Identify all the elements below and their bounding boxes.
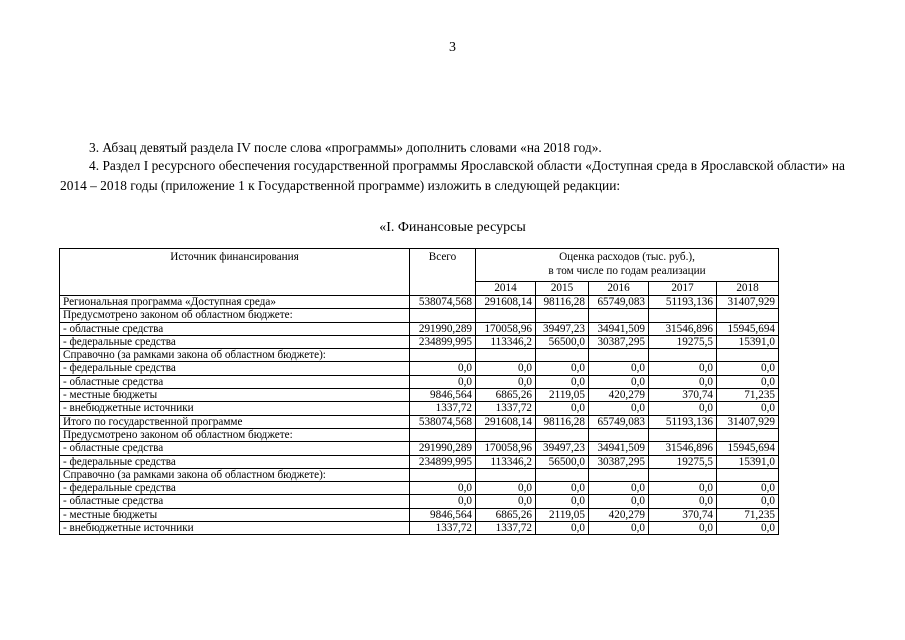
cell-year-value: 170058,96 — [476, 442, 536, 455]
cell-year-value — [649, 349, 717, 362]
cell-year-value: 1337,72 — [476, 522, 536, 535]
table-row — [60, 522, 779, 535]
cell-year-value: 0,0 — [649, 495, 717, 508]
cell-year-value: 420,279 — [589, 508, 649, 521]
table-row — [60, 495, 779, 508]
header-estimate — [476, 249, 779, 282]
cell-year-value: 0,0 — [476, 482, 536, 495]
cell-total: 0,0 — [410, 495, 476, 508]
header-estimate-line2: в том числе по годам реализации — [548, 264, 706, 277]
cell-year-value: 31407,929 — [717, 296, 779, 309]
row-label: - областные средства — [60, 375, 410, 388]
cell-year-value: 0,0 — [717, 375, 779, 388]
row-label: Предусмотрено законом об областном бюджете: — [60, 309, 410, 322]
row-label: - внебюджетные источники — [60, 522, 410, 535]
cell-year-value: 0,0 — [649, 482, 717, 495]
cell-total: 1337,72 — [410, 522, 476, 535]
cell-year-value: 98116,28 — [536, 296, 589, 309]
header-year: 2016 — [589, 282, 649, 296]
cell-year-value: 39497,23 — [536, 442, 589, 455]
table-row — [60, 442, 779, 455]
table-row — [60, 322, 779, 335]
cell-year-value — [476, 309, 536, 322]
table-row — [60, 375, 779, 388]
cell-year-value: 51193,136 — [649, 415, 717, 428]
cell-year-value: 15945,694 — [717, 322, 779, 335]
cell-year-value — [649, 428, 717, 441]
cell-year-value: 30387,295 — [589, 455, 649, 468]
cell-year-value — [589, 309, 649, 322]
cell-total: 234899,995 — [410, 335, 476, 348]
cell-year-value: 31407,929 — [717, 415, 779, 428]
paragraph-item-3: 3. Абзац девятый раздела IV после слова «программы» дополнить словами «на 2018 год». — [89, 140, 602, 155]
cell-year-value: 0,0 — [536, 495, 589, 508]
cell-year-value — [476, 428, 536, 441]
cell-year-value: 0,0 — [589, 362, 649, 375]
cell-year-value: 56500,0 — [536, 335, 589, 348]
cell-year-value: 0,0 — [536, 375, 589, 388]
cell-year-value: 31546,896 — [649, 442, 717, 455]
cell-year-value — [476, 468, 536, 481]
row-label: - областные средства — [60, 442, 410, 455]
cell-year-value: 0,0 — [649, 375, 717, 388]
row-label: - федеральные средства — [60, 362, 410, 375]
cell-year-value: 0,0 — [589, 375, 649, 388]
header-estimate-line1: Оценка расходов (тыс. руб.), — [559, 251, 695, 263]
cell-year-value: 0,0 — [589, 482, 649, 495]
cell-year-value: 30387,295 — [589, 335, 649, 348]
cell-year-value — [536, 309, 589, 322]
cell-year-value: 0,0 — [717, 495, 779, 508]
table-row — [60, 415, 779, 428]
cell-year-value: 113346,2 — [476, 455, 536, 468]
row-label: - внебюджетные источники — [60, 402, 410, 415]
cell-total: 234899,995 — [410, 455, 476, 468]
table-row — [60, 296, 779, 309]
row-label: - федеральные средства — [60, 482, 410, 495]
table-row — [60, 362, 779, 375]
cell-year-value: 370,74 — [649, 389, 717, 402]
cell-year-value: 6865,26 — [476, 389, 536, 402]
header-year: 2014 — [476, 282, 536, 296]
row-label: Справочно (за рамками закона об областном бюджете): — [60, 349, 410, 362]
cell-year-value: 113346,2 — [476, 335, 536, 348]
cell-year-value: 0,0 — [536, 362, 589, 375]
cell-year-value — [649, 468, 717, 481]
cell-year-value: 71,235 — [717, 508, 779, 521]
cell-year-value: 0,0 — [536, 402, 589, 415]
cell-year-value — [476, 349, 536, 362]
cell-total — [410, 428, 476, 441]
cell-year-value: 98116,28 — [536, 415, 589, 428]
cell-year-value: 170058,96 — [476, 322, 536, 335]
cell-year-value: 0,0 — [589, 522, 649, 535]
page-number: 3 — [449, 40, 456, 55]
table-row — [60, 468, 779, 481]
table-row — [60, 349, 779, 362]
table-row — [60, 455, 779, 468]
table-header-row — [60, 249, 779, 282]
cell-year-value: 56500,0 — [536, 455, 589, 468]
row-label: - местные бюджеты — [60, 389, 410, 402]
cell-year-value: 2119,05 — [536, 389, 589, 402]
cell-year-value — [589, 349, 649, 362]
cell-year-value — [589, 428, 649, 441]
cell-total: 0,0 — [410, 375, 476, 388]
cell-year-value — [717, 428, 779, 441]
table-row — [60, 508, 779, 521]
cell-year-value — [717, 468, 779, 481]
cell-year-value: 0,0 — [717, 362, 779, 375]
cell-year-value — [717, 309, 779, 322]
financial-resources-table — [59, 248, 779, 535]
header-source: Источник финансирования — [60, 249, 410, 296]
cell-year-value — [649, 309, 717, 322]
table-row — [60, 428, 779, 441]
cell-year-value: 6865,26 — [476, 508, 536, 521]
cell-year-value: 0,0 — [476, 495, 536, 508]
table-row — [60, 482, 779, 495]
cell-total: 9846,564 — [410, 508, 476, 521]
header-total: Всего — [410, 249, 476, 296]
cell-year-value: 370,74 — [649, 508, 717, 521]
row-label: - областные средства — [60, 322, 410, 335]
cell-total: 291990,289 — [410, 442, 476, 455]
cell-year-value: 0,0 — [649, 402, 717, 415]
cell-year-value: 0,0 — [589, 402, 649, 415]
cell-year-value: 0,0 — [649, 362, 717, 375]
cell-total — [410, 309, 476, 322]
cell-total — [410, 468, 476, 481]
header-year: 2018 — [717, 282, 779, 296]
cell-year-value — [717, 349, 779, 362]
cell-year-value: 0,0 — [649, 522, 717, 535]
cell-year-value: 0,0 — [717, 482, 779, 495]
cell-total: 538074,568 — [410, 296, 476, 309]
row-label: Справочно (за рамками закона об областном бюджете): — [60, 468, 410, 481]
table-row — [60, 389, 779, 402]
cell-year-value — [536, 428, 589, 441]
cell-year-value: 0,0 — [536, 482, 589, 495]
cell-year-value: 34941,509 — [589, 322, 649, 335]
row-label: Итого по государственной программе — [60, 415, 410, 428]
cell-year-value: 0,0 — [476, 362, 536, 375]
header-year: 2017 — [649, 282, 717, 296]
cell-year-value — [589, 468, 649, 481]
cell-year-value — [536, 468, 589, 481]
cell-year-value: 71,235 — [717, 389, 779, 402]
cell-year-value: 420,279 — [589, 389, 649, 402]
cell-total: 1337,72 — [410, 402, 476, 415]
cell-total: 0,0 — [410, 482, 476, 495]
cell-total: 291990,289 — [410, 322, 476, 335]
cell-year-value: 2119,05 — [536, 508, 589, 521]
cell-year-value: 15391,0 — [717, 335, 779, 348]
table-row — [60, 402, 779, 415]
cell-year-value: 19275,5 — [649, 455, 717, 468]
cell-year-value: 65749,083 — [589, 415, 649, 428]
cell-total: 538074,568 — [410, 415, 476, 428]
row-label: Региональная программа «Доступная среда» — [60, 296, 410, 309]
cell-year-value: 31546,896 — [649, 322, 717, 335]
cell-year-value — [536, 349, 589, 362]
cell-year-value: 39497,23 — [536, 322, 589, 335]
cell-year-value: 291608,14 — [476, 415, 536, 428]
cell-year-value: 34941,509 — [589, 442, 649, 455]
table-row — [60, 335, 779, 348]
cell-total: 9846,564 — [410, 389, 476, 402]
cell-year-value: 1337,72 — [476, 402, 536, 415]
cell-year-value: 51193,136 — [649, 296, 717, 309]
table-row — [60, 309, 779, 322]
cell-year-value: 65749,083 — [589, 296, 649, 309]
row-label: - местные бюджеты — [60, 508, 410, 521]
table-title: «I. Финансовые ресурсы — [379, 220, 526, 235]
cell-year-value: 15945,694 — [717, 442, 779, 455]
cell-year-value: 19275,5 — [649, 335, 717, 348]
row-label: - областные средства — [60, 495, 410, 508]
cell-year-value: 0,0 — [476, 375, 536, 388]
paragraph-item-4: 4. Раздел I ресурсного обеспечения государственной программы Ярославской области «Доступная среда в Ярославской области» на 2014 – 2018 годы (приложение 1 к Государственной программе) изложить в следующей редакции: — [60, 158, 845, 193]
cell-year-value: 291608,14 — [476, 296, 536, 309]
cell-year-value: 0,0 — [717, 522, 779, 535]
cell-year-value: 0,0 — [717, 402, 779, 415]
cell-year-value: 0,0 — [536, 522, 589, 535]
row-label: - федеральные средства — [60, 455, 410, 468]
cell-total — [410, 349, 476, 362]
cell-year-value: 15391,0 — [717, 455, 779, 468]
row-label: - федеральные средства — [60, 335, 410, 348]
cell-year-value: 0,0 — [589, 495, 649, 508]
cell-total: 0,0 — [410, 362, 476, 375]
header-year: 2015 — [536, 282, 589, 296]
row-label: Предусмотрено законом об областном бюджете: — [60, 428, 410, 441]
